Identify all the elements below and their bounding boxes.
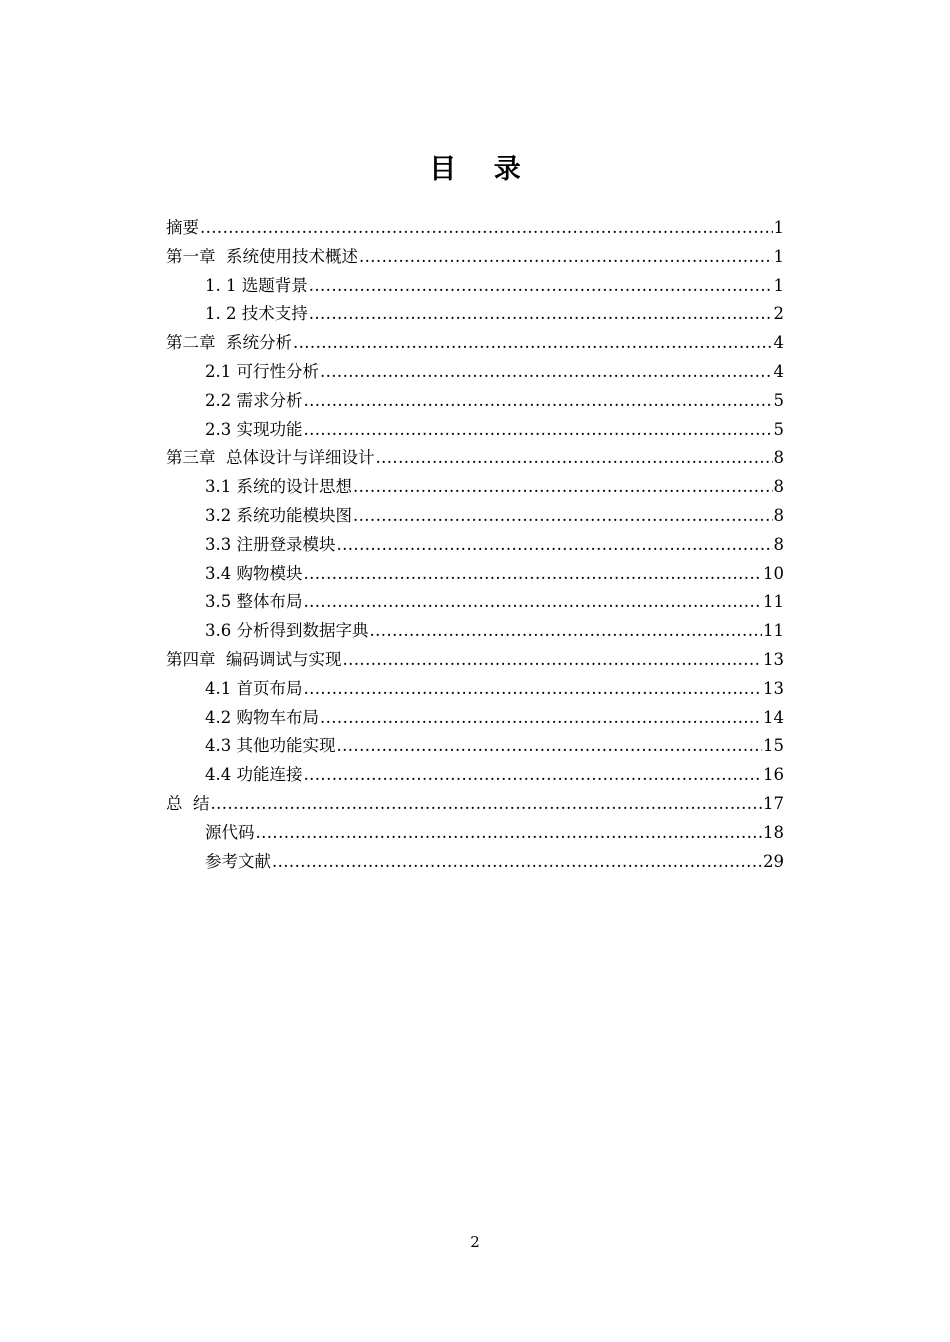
- toc-dot-leader: [293, 329, 773, 358]
- toc-entry-label: 3.4 购物模块: [205, 563, 303, 583]
- toc-entry-label: 1. 2 技术支持: [205, 304, 308, 324]
- toc-entry-page: 1: [773, 246, 784, 266]
- toc-entry[interactable]: [166, 790, 784, 819]
- toc-entry-page: 14: [763, 707, 784, 727]
- toc-entry-label: 第三章 总体设计与详细设计: [166, 448, 375, 468]
- toc-entry-label: 3.1 系统的设计思想: [205, 477, 352, 497]
- toc-dot-leader: [304, 675, 763, 704]
- toc-dot-leader: [370, 617, 763, 646]
- toc-entry-page: 8: [773, 448, 784, 468]
- toc-dot-leader: [256, 819, 763, 848]
- toc-entry-label: 总 结: [166, 793, 210, 813]
- toc-dot-leader: [343, 646, 763, 675]
- toc-entry-label: 3.3 注册登录模块: [205, 534, 336, 554]
- toc-entry-page: 11: [763, 621, 784, 641]
- toc-entry[interactable]: [166, 617, 784, 646]
- toc-entry[interactable]: [166, 761, 784, 790]
- toc-entry-label: 源代码: [205, 822, 255, 842]
- toc-entry-label: 4.1 首页布局: [205, 678, 303, 698]
- toc-dot-leader: [320, 358, 773, 387]
- toc-entry-page: 8: [773, 477, 784, 497]
- toc-entry-label: 第四章 编码调试与实现: [166, 649, 342, 669]
- toc-entry-label: 3.2 系统功能模块图: [205, 505, 352, 525]
- toc-entry[interactable]: [166, 300, 784, 329]
- toc-entry[interactable]: [166, 560, 784, 589]
- toc-entry-page: 8: [773, 505, 784, 525]
- toc-entry[interactable]: [166, 214, 784, 243]
- toc-dot-leader: [304, 387, 773, 416]
- toc-dot-leader: [376, 444, 773, 473]
- toc-entry-label: 第二章 系统分析: [166, 333, 292, 353]
- toc-entry[interactable]: [166, 531, 784, 560]
- toc-entry-page: 2: [773, 304, 784, 324]
- toc-entry[interactable]: [166, 588, 784, 617]
- toc-dot-leader: [337, 531, 773, 560]
- toc-entry[interactable]: [166, 675, 784, 704]
- toc-dot-leader: [200, 214, 773, 243]
- toc-dot-leader: [353, 502, 773, 531]
- toc-entry-page: 16: [763, 765, 784, 785]
- toc-entry-page: 11: [763, 592, 784, 612]
- toc-entry-page: 5: [773, 419, 784, 439]
- toc-entry-page: 4: [773, 333, 784, 353]
- toc-dot-leader: [359, 243, 773, 272]
- toc-entry[interactable]: [166, 848, 784, 877]
- toc-entry-label: 1. 1 选题背景: [205, 275, 308, 295]
- toc-dot-leader: [320, 704, 762, 733]
- table-of-contents: [166, 214, 784, 876]
- toc-entry-label: 2.3 实现功能: [205, 419, 303, 439]
- toc-entry-page: 10: [763, 563, 784, 583]
- toc-entry-page: 1: [773, 218, 784, 237]
- toc-entry[interactable]: [166, 387, 784, 416]
- toc-entry[interactable]: [166, 646, 784, 675]
- toc-dot-leader: [304, 560, 763, 589]
- toc-entry[interactable]: [166, 416, 784, 445]
- toc-dot-leader: [337, 732, 763, 761]
- toc-dot-leader: [304, 588, 763, 617]
- toc-entry-page: 8: [773, 534, 784, 554]
- toc-entry-page: 13: [763, 678, 784, 698]
- toc-dot-leader: [272, 848, 762, 877]
- toc-entry-page: 1: [773, 275, 784, 295]
- toc-entry-page: 29: [763, 851, 784, 871]
- toc-entry-page: 15: [763, 736, 784, 756]
- toc-dot-leader: [304, 416, 773, 445]
- toc-dot-leader: [304, 761, 763, 790]
- toc-entry[interactable]: [166, 329, 784, 358]
- toc-entry-page: 17: [763, 793, 784, 813]
- toc-entry-label: 2.2 需求分析: [205, 390, 303, 410]
- toc-dot-leader: [353, 473, 773, 502]
- toc-entry-label: 摘要: [166, 218, 199, 237]
- toc-entry-label: 4.2 购物车布局: [205, 707, 319, 727]
- toc-entry-page: 18: [763, 822, 784, 842]
- toc-entry-page: 4: [773, 361, 784, 381]
- toc-entry-page: 13: [763, 649, 784, 669]
- toc-entry[interactable]: [166, 272, 784, 301]
- toc-entry[interactable]: [166, 502, 784, 531]
- toc-entry-label: 2.1 可行性分析: [205, 361, 319, 381]
- toc-entry-page: 5: [773, 390, 784, 410]
- toc-entry-label: 3.5 整体布局: [205, 592, 303, 612]
- toc-dot-leader: [211, 790, 763, 819]
- toc-entry[interactable]: [166, 444, 784, 473]
- toc-entry[interactable]: [166, 358, 784, 387]
- toc-entry[interactable]: [166, 819, 784, 848]
- toc-entry-label: 4.4 功能连接: [205, 765, 303, 785]
- page-title: 目 录: [429, 154, 535, 185]
- toc-dot-leader: [309, 272, 773, 301]
- toc-entry-label: 第一章 系统使用技术概述: [166, 246, 358, 266]
- toc-dot-leader: [309, 300, 773, 329]
- toc-entry-label: 4.3 其他功能实现: [205, 736, 336, 756]
- toc-entry-label: 参考文献: [205, 851, 271, 871]
- toc-entry[interactable]: [166, 704, 784, 733]
- toc-entry[interactable]: [166, 473, 784, 502]
- toc-entry-label: 3.6 分析得到数据字典: [205, 621, 369, 641]
- page-number: 2: [470, 1233, 480, 1251]
- toc-entry[interactable]: [166, 243, 784, 272]
- toc-entry[interactable]: [166, 732, 784, 761]
